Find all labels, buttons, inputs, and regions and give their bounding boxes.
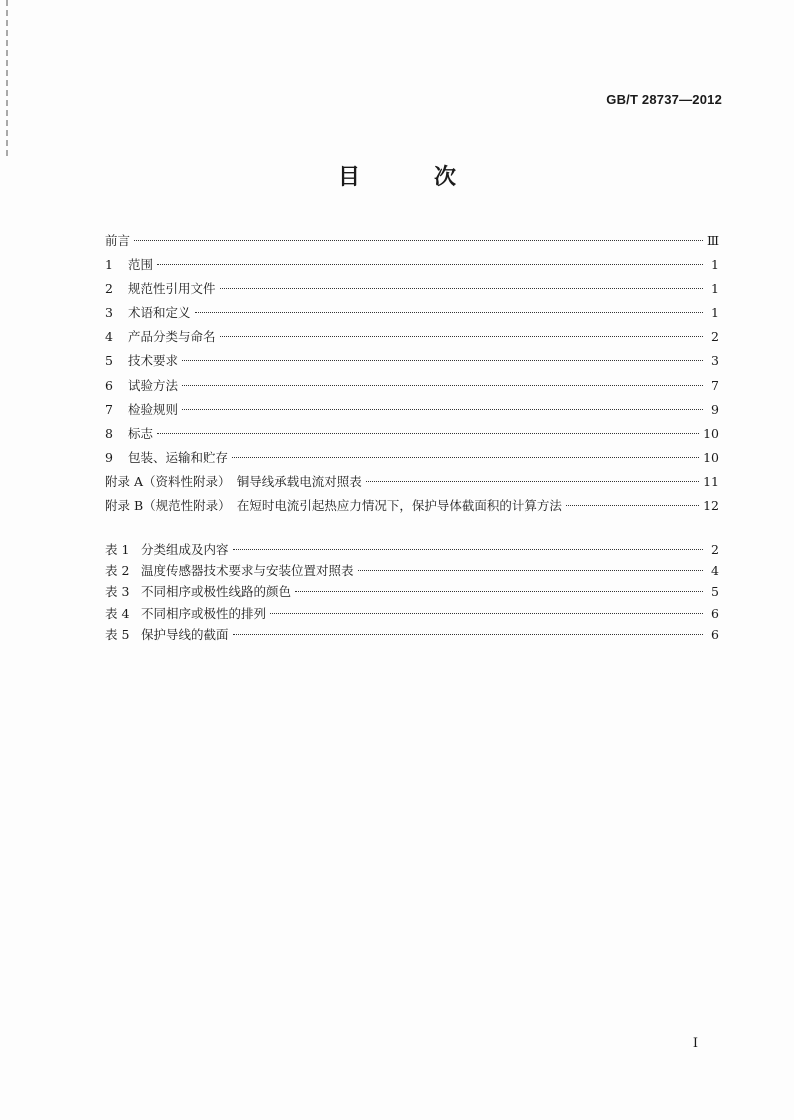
toc-entry-label: 术语和定义 — [128, 305, 191, 321]
leader-dots — [195, 312, 703, 313]
leader-dots — [220, 288, 703, 289]
leader-dots — [270, 613, 703, 614]
toc-entry-number: 4 — [105, 329, 113, 345]
toc-entry-label: 标志 — [128, 425, 154, 441]
leader-dots — [220, 336, 703, 337]
table-entry-page: 2 — [711, 542, 719, 557]
toc-entry-page: 1 — [711, 305, 719, 321]
table-entry-label: 不同相序或极性的排列 — [141, 605, 267, 621]
scan-edge-mark — [6, 0, 8, 160]
table-entry-label: 温度传感器技术要求与安装位置对照表 — [141, 563, 354, 579]
leader-dots — [157, 264, 703, 265]
toc-entry-annex-b[interactable] — [105, 494, 719, 518]
table-entry-number: 表 3 — [105, 584, 130, 600]
toc-entry-page: 10 — [703, 425, 719, 441]
toc-entry-label: 产品分类与命名 — [128, 329, 216, 345]
toc-entry-page: 11 — [703, 473, 719, 489]
toc-entry[interactable] — [105, 253, 719, 277]
table-entry-number: 表 2 — [105, 563, 130, 579]
toc-entry[interactable] — [105, 374, 719, 398]
leader-dots — [566, 505, 699, 506]
table-entry-number: 表 4 — [105, 605, 130, 621]
table-entry[interactable] — [105, 581, 719, 602]
toc-entry[interactable] — [105, 422, 719, 446]
toc-entry[interactable] — [105, 398, 719, 422]
leader-dots — [233, 634, 703, 635]
table-entry-label: 保护导线的截面 — [141, 626, 229, 642]
table-entry[interactable] — [105, 560, 719, 581]
table-entry-page: 6 — [711, 626, 719, 642]
toc-entry[interactable] — [105, 277, 719, 301]
leader-dots — [366, 481, 699, 482]
table-of-contents — [105, 229, 719, 518]
table-entry-page: 5 — [711, 584, 719, 600]
toc-entry-number: 2 — [105, 281, 113, 297]
page-title: 目 次 — [337, 165, 482, 190]
toc-entry-number: 5 — [105, 353, 113, 369]
toc-entry-number: 3 — [105, 305, 113, 321]
toc-entry-label: 规范性引用文件 — [128, 281, 216, 297]
table-entry-number: 表 5 — [105, 626, 130, 642]
table-entry[interactable] — [105, 624, 719, 645]
toc-entry-number: 9 — [105, 449, 113, 465]
toc-entry-page: 1 — [711, 257, 719, 273]
toc-entry[interactable] — [105, 229, 719, 253]
toc-entry-label: 包装、运输和贮存 — [128, 449, 229, 465]
toc-entry-number: 8 — [105, 425, 113, 441]
table-entry-label: 不同相序或极性线路的颜色 — [141, 584, 292, 600]
leader-dots — [232, 457, 699, 458]
leader-dots — [157, 433, 699, 434]
leader-dots — [233, 549, 703, 550]
toc-entry[interactable] — [105, 349, 719, 373]
table-entry[interactable] — [105, 539, 719, 560]
leader-dots — [182, 409, 703, 410]
toc-entry-label: 范围 — [128, 257, 154, 273]
table-entry[interactable] — [105, 603, 719, 624]
toc-entry-label: 技术要求 — [128, 353, 179, 369]
toc-entry-label: 前言 — [105, 233, 131, 248]
toc-entry-page: 7 — [711, 377, 719, 393]
toc-entry-number: 7 — [105, 401, 113, 417]
leader-dots — [182, 360, 703, 361]
toc-entry-page: 1 — [711, 281, 719, 297]
toc-entry[interactable] — [105, 446, 719, 470]
toc-entry-page: Ⅲ — [706, 233, 719, 248]
leader-dots — [295, 591, 703, 592]
toc-entry-label: 附录 A（资料性附录） 铜导线承载电流对照表 — [105, 473, 362, 489]
page-number: I — [692, 1036, 698, 1051]
leader-dots — [134, 240, 703, 241]
table-entry-number: 表 1 — [105, 542, 130, 557]
toc-entry-page: 3 — [711, 353, 719, 369]
toc-entry-label: 试验方法 — [128, 377, 179, 393]
table-entry-page: 4 — [711, 563, 719, 579]
toc-entry-label: 附录 B（规范性附录） 在短时电流引起热应力情况下，保护导体截面积的计算方法 — [105, 498, 562, 514]
toc-entry-page: 10 — [703, 449, 719, 465]
toc-entry-number: 1 — [105, 257, 113, 273]
toc-entry-label: 检验规则 — [128, 401, 179, 417]
standard-number: GB/T 28737—2012 — [606, 92, 722, 107]
toc-entry[interactable] — [105, 325, 719, 349]
toc-entry[interactable] — [105, 301, 719, 325]
toc-entry-annex-a[interactable] — [105, 470, 719, 494]
toc-entry-page: 2 — [711, 329, 719, 345]
toc-entry-number: 6 — [105, 377, 113, 393]
leader-dots — [358, 570, 703, 571]
leader-dots — [182, 385, 703, 386]
toc-entry-page: 9 — [711, 401, 719, 417]
table-entry-label: 分类组成及内容 — [141, 542, 229, 557]
list-of-tables — [105, 539, 719, 645]
table-entry-page: 6 — [711, 605, 719, 621]
toc-entry-page: 12 — [703, 498, 719, 514]
